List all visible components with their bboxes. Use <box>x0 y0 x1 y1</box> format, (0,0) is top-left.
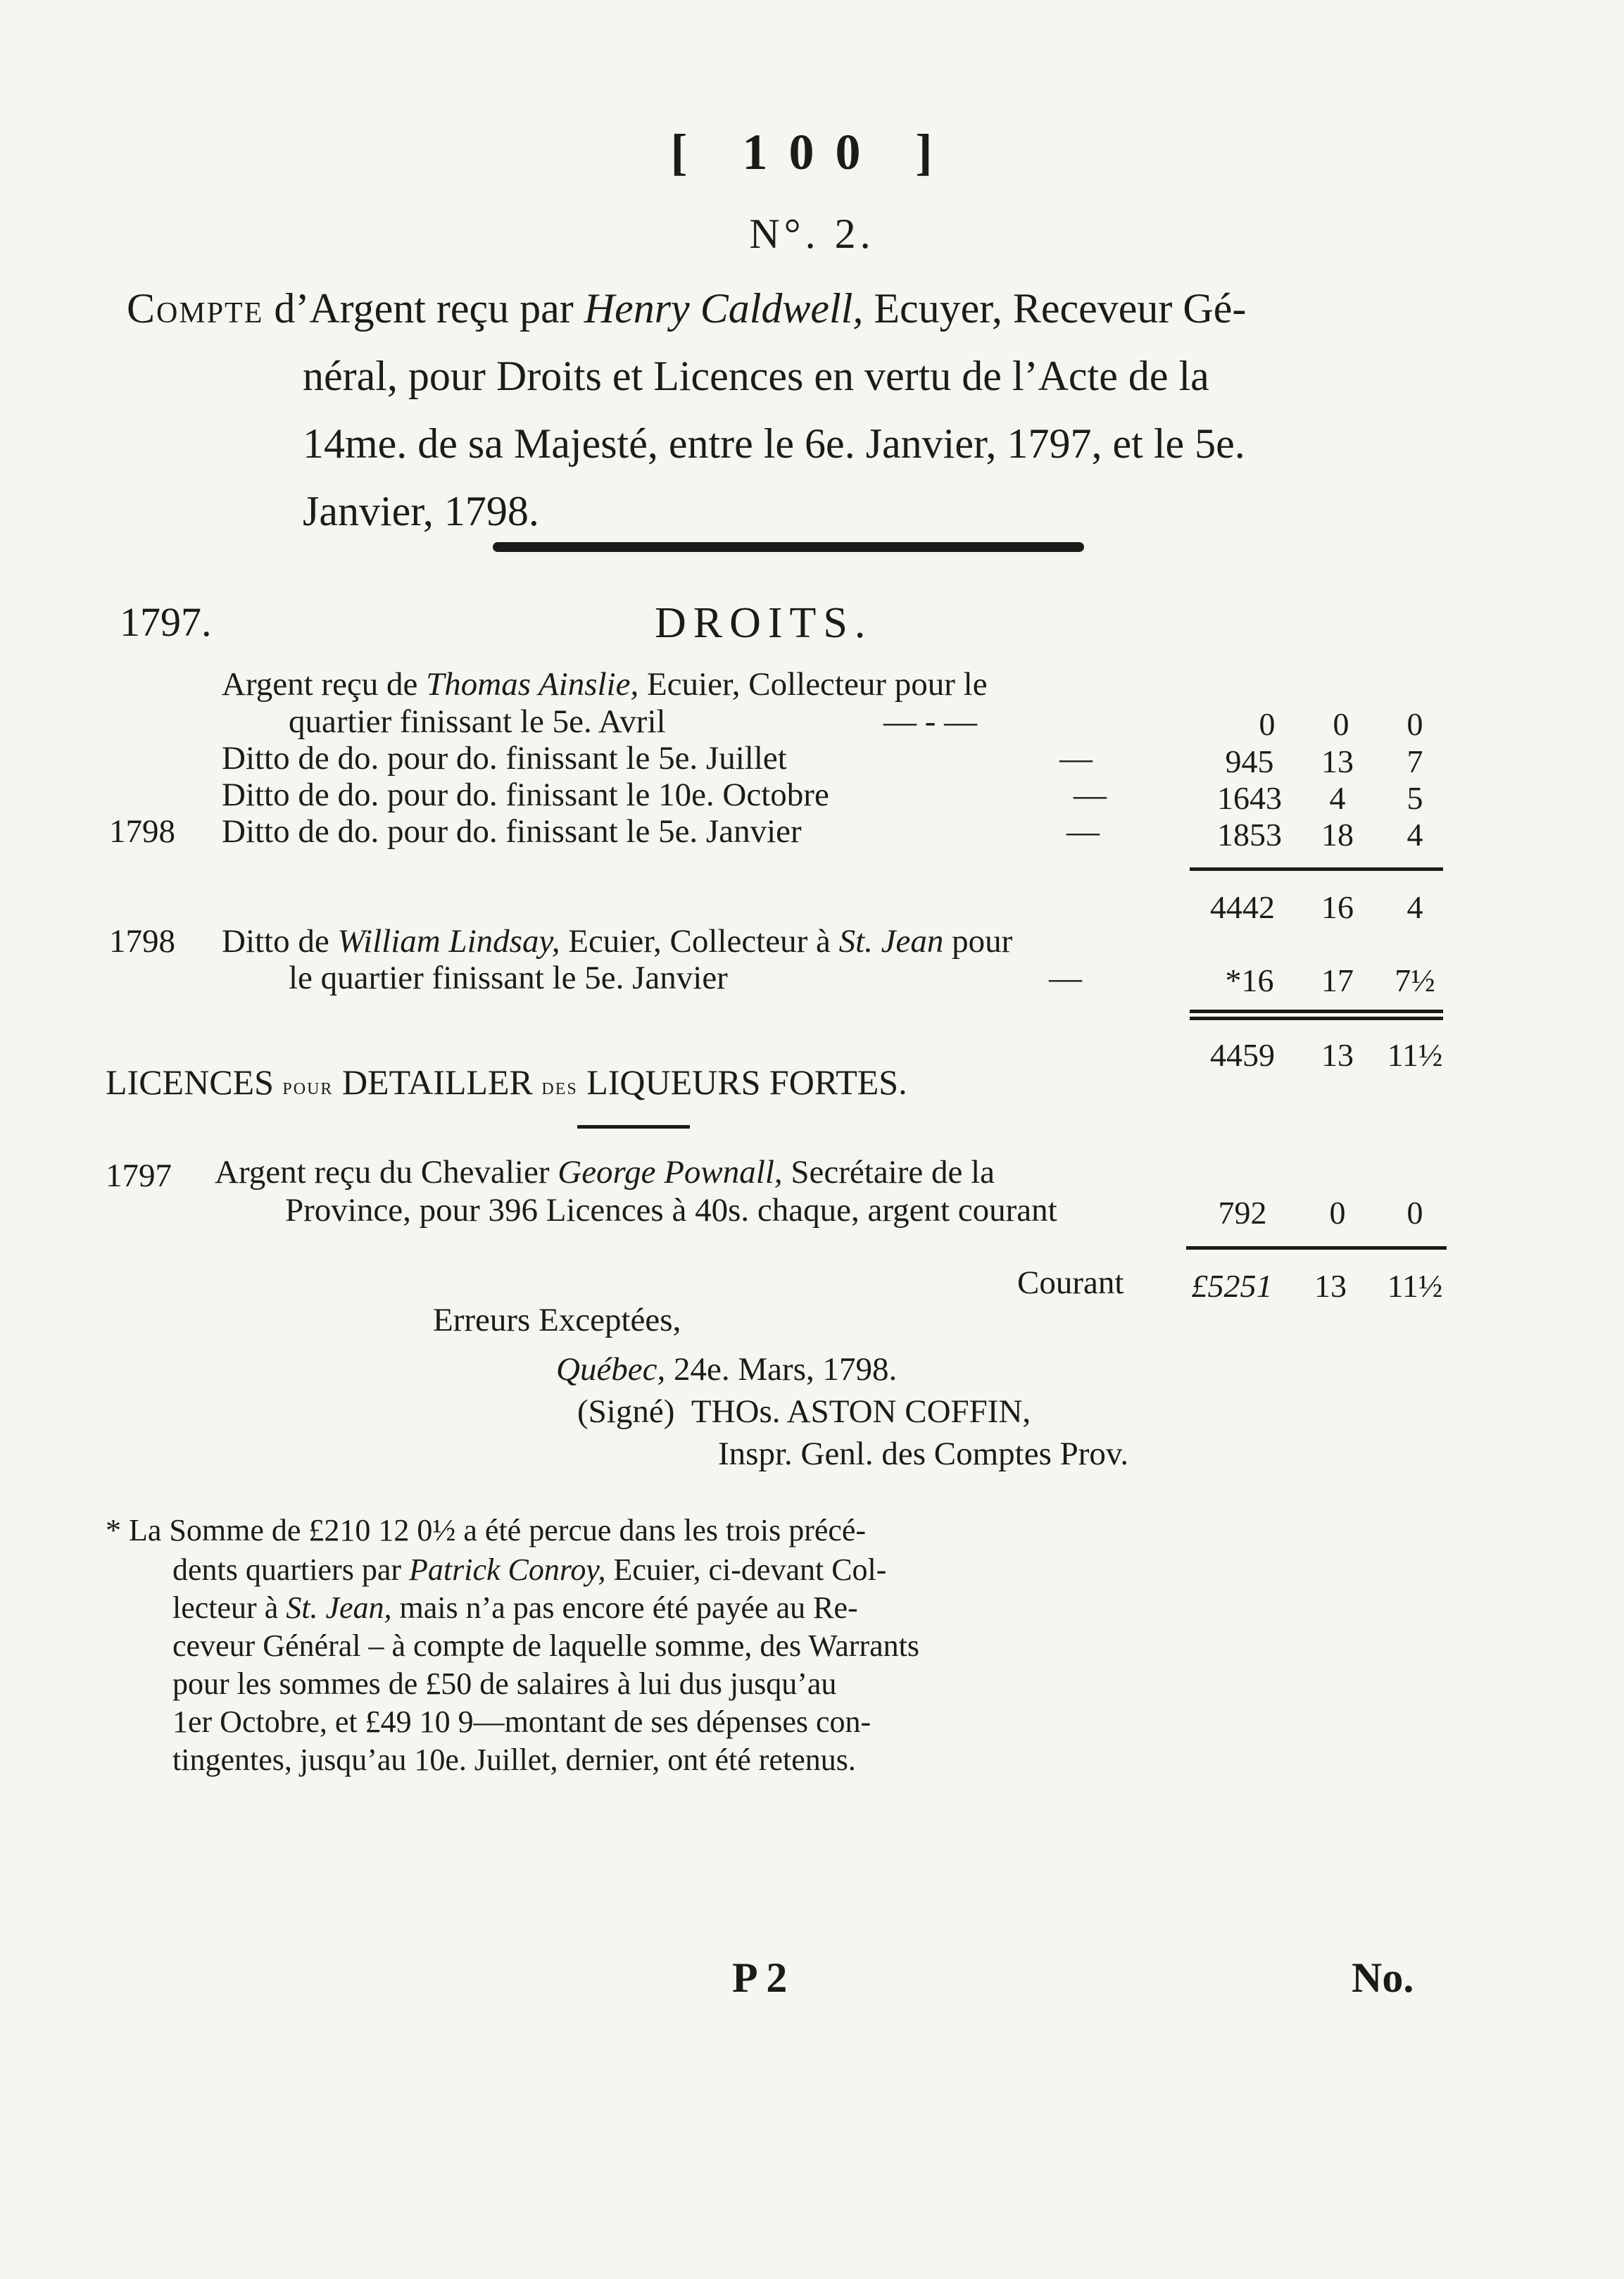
footnote-place: St. Jean, <box>286 1590 392 1625</box>
grand-total-pounds: £5251 <box>1191 1268 1273 1304</box>
droits-total-pounds: 4459 <box>1210 1037 1275 1073</box>
janvier-pounds: 1853 <box>1217 817 1282 853</box>
conroy-name: Patrick Conroy, <box>409 1552 606 1587</box>
droits-total-pence: 11½ <box>1387 1037 1443 1073</box>
licences-year: 1797 <box>106 1157 172 1194</box>
janvier-text: Ditto de do. pour do. finissant le 5e. Janvier <box>222 813 802 850</box>
subtotal-pounds: 4442 <box>1210 889 1275 925</box>
signature-mark: P 2 <box>732 1954 788 2001</box>
footnote-text-2a: dents quartiers par <box>172 1552 401 1587</box>
juillet-text: Ditto de do. pour do. finissant le 5e. Juillet <box>222 740 787 777</box>
licences-heading-b: pour <box>282 1074 334 1100</box>
title-line-4: Janvier, 1798. <box>303 488 539 534</box>
place-date <box>556 1350 897 1388</box>
lindsay-pence: 7½ <box>1395 962 1435 998</box>
title-divider <box>493 542 1084 552</box>
licences-shillings: 0 <box>1329 1195 1346 1231</box>
total-rule-2 <box>1190 1017 1443 1020</box>
lindsay-place: St. Jean <box>838 923 944 960</box>
erreurs-exceptees: Erreurs Exceptées, <box>433 1302 681 1338</box>
juillet-shillings: 13 <box>1321 743 1354 779</box>
janvier-year: 1798 <box>109 813 175 850</box>
octobre-pence: 5 <box>1406 780 1423 816</box>
title-text-b: Ecuyer, Receveur Gé- <box>874 285 1247 332</box>
grand-total-pence: 11½ <box>1387 1268 1443 1304</box>
signature-place: Québec, <box>556 1351 666 1388</box>
octobre-dash: — <box>1074 777 1107 813</box>
subtotal-pence: 4 <box>1406 889 1423 925</box>
footnote-line-4: ceveur Général – à compte de laquelle somme, des Warrants <box>172 1628 919 1663</box>
ainslie-shillings: 0 <box>1333 706 1349 742</box>
juillet-pence: 7 <box>1406 743 1423 779</box>
footnote-line-1: * La Somme de £210 12 0½ a été percue dans les trois précé- <box>106 1513 867 1547</box>
droits-total-shillings: 13 <box>1321 1037 1354 1073</box>
document-number: N°. 2. <box>749 211 875 257</box>
lindsay-shillings: 17 <box>1321 962 1354 998</box>
ainslie-text-b: Ecuier, Collecteur pour le <box>646 666 988 703</box>
ainslie-line-2: quartier finissant le 5e. Avril <box>289 703 666 740</box>
ainslie-line-1 <box>222 665 988 703</box>
title-text-a: d’Argent reçu par <box>274 285 574 332</box>
licences-text-b: Secrétaire de la <box>791 1154 995 1191</box>
licences-heading-d: des <box>541 1074 578 1100</box>
footnote-line-7: tingentes, jusqu’au 10e. Juillet, dernier, ont été retenus. <box>172 1743 856 1777</box>
catchword-next: No. <box>1352 1954 1414 2001</box>
grand-total-shillings: 13 <box>1314 1268 1347 1304</box>
juillet-pounds: 945 <box>1225 743 1274 779</box>
signatory-name: THOs. ASTON COFFIN, <box>691 1393 1031 1430</box>
octobre-text: Ditto de do. pour do. finissant le 10e. Octobre <box>222 777 829 813</box>
ainslie-pence: 0 <box>1406 706 1423 742</box>
footnote-line-5: pour les sommes de £50 de salaires à lui dus jusqu’au <box>172 1666 837 1701</box>
janvier-pence: 4 <box>1406 817 1423 853</box>
octobre-pounds: 1643 <box>1217 780 1282 816</box>
ainslie-text-a: Argent reçu de <box>222 666 418 703</box>
licences-line-2: Province, pour 396 Licences à 40s. chaque, argent courant <box>285 1192 1057 1229</box>
licences-line-1 <box>215 1153 995 1191</box>
signed-line <box>577 1393 1031 1431</box>
lindsay-line-2: le quartier finissant le 5e. Janvier <box>289 960 728 996</box>
licences-heading <box>106 1062 907 1103</box>
footnote-line-3 <box>172 1590 858 1626</box>
footnote-text-2b: Ecuier, ci-devant Col- <box>613 1552 887 1587</box>
lindsay-text-c: pour <box>952 923 1013 960</box>
licences-pence: 0 <box>1406 1195 1423 1231</box>
licences-text-a: Argent reçu du Chevalier <box>215 1154 550 1191</box>
grand-total-rule <box>1186 1246 1447 1250</box>
janvier-dash: — <box>1066 813 1100 850</box>
lindsay-line-1 <box>222 922 1012 960</box>
title-lead: Compte <box>127 285 264 332</box>
ainslie-pounds: 0 <box>1259 706 1276 742</box>
janvier-shillings: 18 <box>1321 817 1354 853</box>
lindsay-pounds: *16 <box>1225 962 1274 998</box>
subtotal-shillings: 16 <box>1321 889 1354 925</box>
licences-heading-c: DETAILLER <box>341 1062 533 1102</box>
receiver-name: Henry Caldwell, <box>584 285 864 332</box>
signatory-office: Inspr. Genl. des Comptes Prov. <box>718 1436 1129 1472</box>
octobre-shillings: 4 <box>1329 780 1346 816</box>
footnote-text-3a: lecteur à <box>172 1590 279 1625</box>
juillet-dash: — <box>1059 740 1093 777</box>
lindsay-text-b: Ecuier, Collecteur à <box>568 923 831 960</box>
footnote-line-6: 1er Octobre, et £49 10 9—montant de ses dépenses con- <box>172 1704 871 1739</box>
page-number: [ 100 ] <box>670 124 954 180</box>
title-line-1 <box>127 275 1246 342</box>
lindsay-year: 1798 <box>109 923 175 960</box>
lindsay-name: William Lindsay, <box>337 923 560 960</box>
ainslie-name: Thomas Ainslie, <box>426 666 639 703</box>
droits-year: 1797. <box>120 599 212 645</box>
footnote-line-2 <box>172 1552 886 1588</box>
signature-date: 24e. Mars, 1798. <box>674 1351 898 1388</box>
ainslie-dash: — - — <box>883 703 978 740</box>
signe-label: (Signé) <box>577 1393 675 1430</box>
droits-heading: DROITS. <box>655 599 873 647</box>
total-rule-1 <box>1190 1010 1443 1013</box>
licences-divider <box>577 1125 690 1129</box>
licences-heading-e: LIQUEURS FORTES. <box>586 1062 907 1102</box>
pownall-name: George Pownall, <box>558 1154 783 1191</box>
licences-heading-a: LICENCES <box>106 1062 274 1102</box>
lindsay-dash: — <box>1049 960 1082 996</box>
subtotal-rule <box>1190 867 1443 871</box>
grand-total-label: Courant <box>1017 1264 1124 1301</box>
licences-pounds: 792 <box>1218 1195 1267 1231</box>
title-line-3: 14me. de sa Majesté, entre le 6e. Janvier, 1797, et le 5e. <box>303 420 1245 467</box>
footnote-text-3b: mais n’a pas encore été payée au Re- <box>399 1590 858 1625</box>
title-line-2: néral, pour Droits et Licences en vertu de l’Acte de la <box>303 353 1209 399</box>
lindsay-text-a: Ditto de <box>222 923 329 960</box>
